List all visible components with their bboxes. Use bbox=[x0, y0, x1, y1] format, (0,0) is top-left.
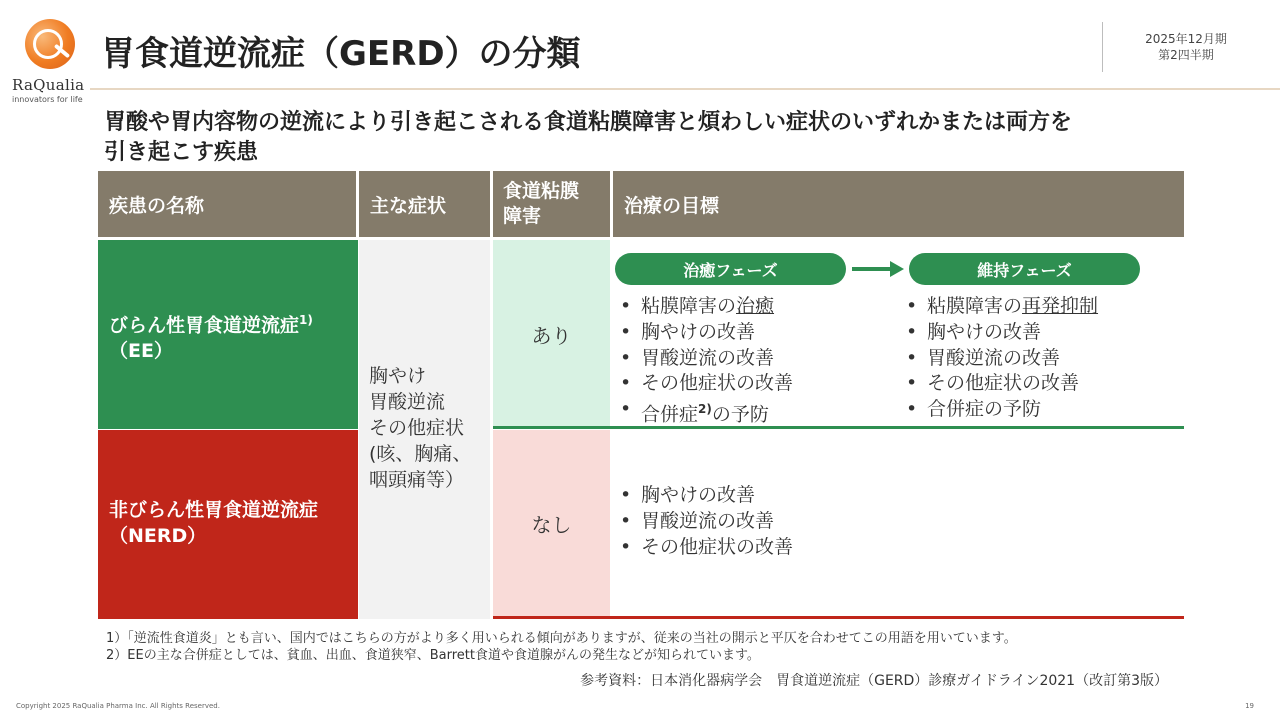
list-item: • 粘膜障害の再発抑制 bbox=[902, 294, 1098, 320]
symptoms-text bbox=[369, 363, 471, 493]
subtitle bbox=[104, 108, 1184, 168]
maintenance-goal-list bbox=[902, 294, 1098, 423]
page-number: 19 bbox=[1245, 702, 1254, 710]
fiscal-period-year: 2025年12月期 bbox=[1145, 32, 1227, 46]
nerd-name-line-1: 非びらん性胃食道逆流症 bbox=[109, 499, 319, 521]
nerd-row-separator bbox=[493, 616, 1184, 619]
symptom-line-5: 咽頭痛等） bbox=[369, 469, 465, 491]
reference-source: 参考資料：日本消化器病学会 胃食道逆流症（GERD）診療ガイドライン2021（改訂第3版） bbox=[580, 673, 1168, 689]
nerd-goal-list bbox=[616, 483, 793, 560]
ee-name bbox=[109, 307, 313, 364]
phase-arrow bbox=[852, 267, 892, 271]
symptom-line-2: 胃酸逆流 bbox=[369, 391, 446, 413]
list-item: • 胸やけの改善 bbox=[902, 320, 1098, 346]
company-logo-name: RaQualia bbox=[12, 76, 85, 94]
maintenance-phase-pill: 維持フェーズ bbox=[909, 253, 1140, 285]
list-item: • 胃酸逆流の改善 bbox=[902, 346, 1098, 372]
list-item: • その他症状の改善 bbox=[902, 371, 1098, 397]
treatment-goal-list bbox=[616, 294, 793, 428]
list-item: • 合併症$^{2)}$の予防 bbox=[616, 397, 793, 428]
fiscal-period bbox=[1122, 31, 1250, 63]
symptom-line-4: (咳、胸痛、 bbox=[369, 443, 472, 465]
list-item: • 胃酸逆流の改善 bbox=[616, 346, 793, 372]
header-treatment-goal: 治療の目標 bbox=[613, 171, 1184, 237]
symptom-line-1: 胸やけ bbox=[369, 365, 427, 387]
ee-name-line-2: （EE） bbox=[109, 340, 173, 363]
ee-row-separator bbox=[493, 426, 1184, 429]
list-item: • 合併症の予防 bbox=[902, 397, 1098, 423]
company-tagline: innovators for life bbox=[12, 95, 83, 104]
footnotes bbox=[106, 630, 1017, 664]
copyright-notice: Copyright 2025 RaQualia Pharma Inc. All Rights Reserved. bbox=[16, 702, 220, 710]
list-item: • 胃酸逆流の改善 bbox=[616, 509, 793, 535]
fiscal-period-quarter: 第2四半期 bbox=[1158, 48, 1214, 62]
header-rule bbox=[90, 88, 1280, 90]
header-main-symptoms: 主な症状 bbox=[359, 171, 490, 237]
nerd-name-line-2: （NERD） bbox=[109, 525, 207, 547]
page-title: 胃食道逆流症（GERD）の分類 bbox=[101, 34, 581, 74]
header-mucosal-line-2: 障害 bbox=[503, 205, 542, 227]
list-item: • その他症状の改善 bbox=[616, 535, 793, 561]
company-logo-mark bbox=[25, 19, 75, 69]
treatment-phase-pill: 治癒フェーズ bbox=[615, 253, 846, 285]
list-item: • 胸やけの改善 bbox=[616, 483, 793, 509]
list-item: • その他症状の改善 bbox=[616, 371, 793, 397]
underlined-term: 治癒 bbox=[736, 295, 775, 317]
ee-name-line-1: びらん性胃食道逆流症 bbox=[109, 314, 300, 337]
nerd-mucosal-value: なし bbox=[531, 513, 572, 537]
ee-footnote-ref: 1) bbox=[299, 313, 313, 327]
header-mucosal-damage bbox=[493, 171, 610, 237]
symptom-line-3: その他症状 bbox=[369, 417, 465, 439]
footnote-ref: 2) bbox=[698, 402, 712, 417]
header-divider bbox=[1102, 22, 1103, 72]
header-mucosal-line-1: 食道粘膜 bbox=[503, 180, 580, 202]
footnote-1: 1）「逆流性食道炎」とも言い、国内ではこちらの方がより多く用いられる傾向がありますが、従来の当社の開示と平仄を合わせてこの用語を用いています。 bbox=[106, 631, 1017, 646]
subtitle-line-1: 胃酸や胃内容物の逆流により引き起こされる食道粘膜障害と煩わしい症状のいずれかまたは両方を bbox=[104, 110, 1073, 135]
list-item: • 粘膜障害の治癒 bbox=[616, 294, 793, 320]
nerd-name bbox=[109, 497, 318, 549]
subtitle-line-2: 引き起こす疾患 bbox=[104, 140, 259, 165]
ee-mucosal-value: あり bbox=[531, 324, 572, 348]
footnote-2: 2）EEの主な合併症としては、貧血、出血、食道狭窄、Barrett食道や食道腺がんの発生などが知られています。 bbox=[106, 648, 760, 663]
phase-arrow-head bbox=[890, 261, 904, 277]
header-disease-name: 疾患の名称 bbox=[98, 171, 356, 237]
list-item: • 胸やけの改善 bbox=[616, 320, 793, 346]
underlined-term: 再発抑制 bbox=[1022, 295, 1099, 317]
